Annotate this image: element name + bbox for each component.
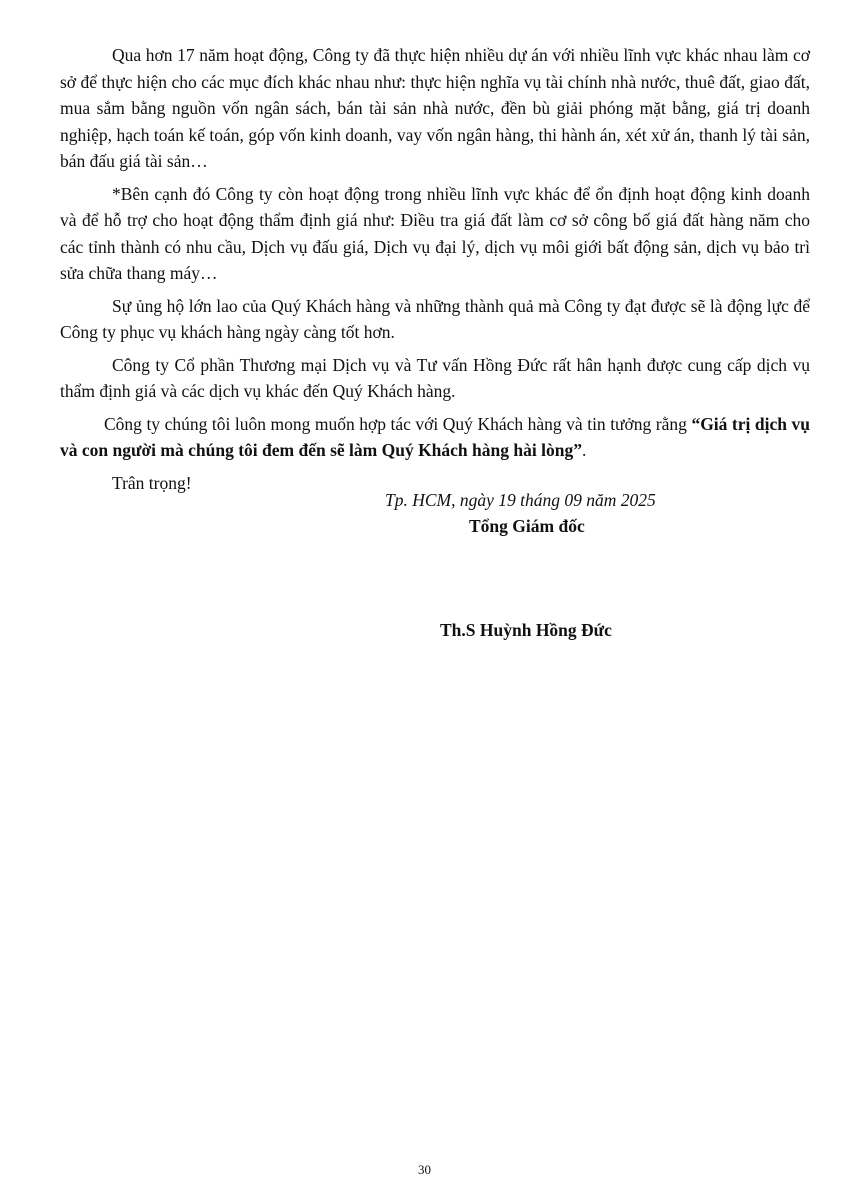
paragraph-other-services: *Bên cạnh đó Công ty còn hoạt động trong nhiều lĩnh vực khác để ổn định hoạt động kinh doanh và để hỗ trợ cho hoạt động thẩm định giá như: Điều tra giá đất làm cơ sở công bố giá đất hàng năm cho các tỉnh thành có nhu cầu, Dịch vụ đấu giá, Dịch vụ đại lý, dịch vụ môi giới bất động sản, dịch vụ bảo trì sửa chữa thang máy… <box>60 183 810 283</box>
paragraph-support: Sự ủng hộ lớn lao của Quý Khách hàng và những thành quả mà Công ty đạt được sẽ là động lực để Công ty phục vụ khách hàng ngày càng tốt hơn. <box>60 295 810 342</box>
signature-date: Tp. HCM, ngày 19 tháng 09 năm 2025 <box>385 490 656 510</box>
letter-body <box>60 42 810 502</box>
paragraph-experience: Qua hơn 17 năm hoạt động, Công ty đã thực hiện nhiều dự án với nhiều lĩnh vực khác nhau làm cơ sở để thực hiện cho các mục đích khác nhau như: thực hiện nghĩa vụ tài chính nhà nước, thuê đất, giao đất, mua sắm bằng nguồn vốn ngân sách, bán tài sản nhà nước, đền bù giải phóng mặt bằng, giá trị doanh nghiệp, hạch toán kế toán, góp vốn kinh doanh, vay vốn ngân hàng, thi hành án, xét xử án, thanh lý tài sản, bán đấu giá tài sản… <box>60 45 810 171</box>
signature-title: Tổng Giám đốc <box>469 516 585 536</box>
closing-quote: “Giá trị dịch vụ và con người mà chúng tôi đem đến sẽ làm Quý Khách hàng hài lòng” <box>60 413 810 460</box>
closing-intro: Công ty chúng tôi luôn mong muốn hợp tác với Quý Khách hàng và tin tưởng rằng <box>104 413 692 434</box>
salutation: Trân trọng! <box>112 472 192 493</box>
signature-name: Th.S Huỳnh Hồng Đức <box>440 620 612 640</box>
closing-end: . <box>581 440 587 460</box>
paragraph-company-intro: Công ty Cổ phần Thương mại Dịch vụ và Tư vấn Hồng Đức rất hân hạnh được cung cấp dịch vụ thẩm định giá và các dịch vụ khác đến Quý Khách hàng. <box>60 354 810 401</box>
page-number: 30 <box>418 1162 431 1177</box>
paragraph-closing <box>60 411 810 464</box>
